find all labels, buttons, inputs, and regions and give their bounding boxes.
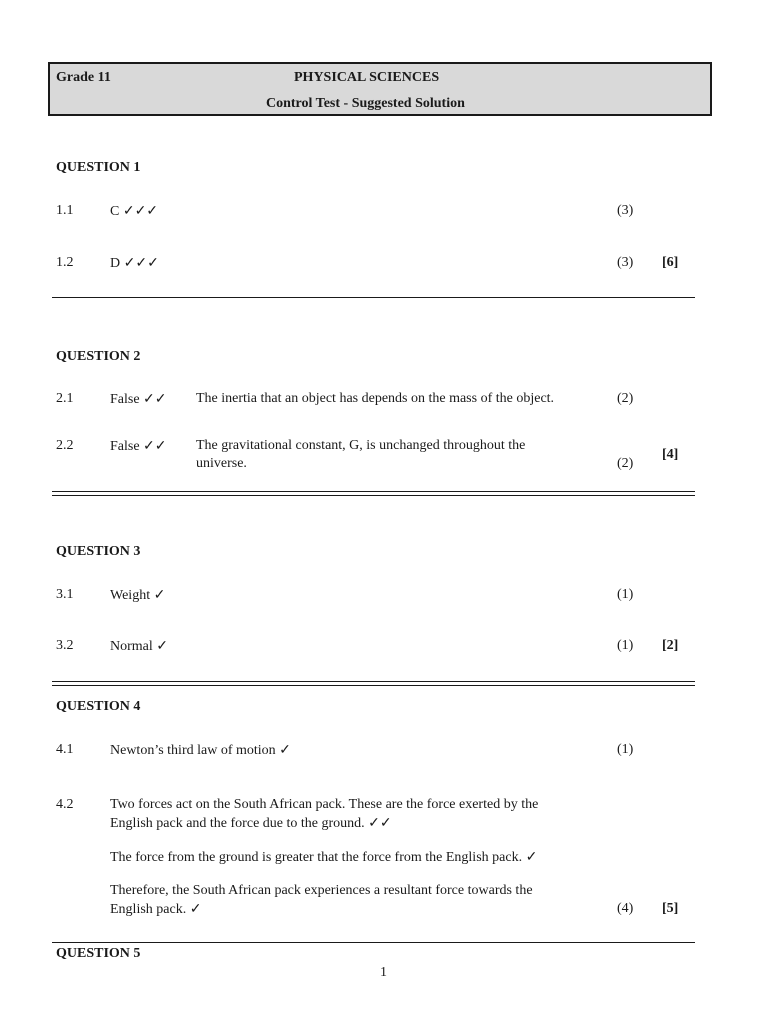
q2-1-marks: (2)	[617, 391, 634, 406]
question-4-title: QUESTION 4	[56, 699, 141, 714]
q4-2-para2: The force from the ground is greater that the force from the English pack. ✓	[110, 850, 538, 865]
q3-2-answer: Normal ✓	[110, 639, 168, 654]
section-divider	[52, 942, 695, 943]
q3-total: [2]	[662, 638, 679, 653]
q3-2-number: 3.2	[56, 638, 74, 653]
q2-2-marks: (2)	[617, 456, 634, 471]
q1-2-marks: (3)	[617, 255, 634, 270]
q2-1-answer: False ✓✓	[110, 392, 167, 407]
q2-total: [4]	[662, 447, 679, 462]
q4-2-marks: (4)	[617, 901, 634, 916]
section-divider	[52, 297, 695, 298]
q1-total: [6]	[662, 255, 679, 270]
q2-2-answer: False ✓✓	[110, 439, 167, 454]
q4-total: [5]	[662, 901, 679, 916]
question-5-title: QUESTION 5	[56, 946, 141, 961]
grade-label: Grade 11	[56, 70, 111, 85]
page-number: 1	[380, 965, 387, 980]
q4-2-para1-line2: English pack and the force due to the ground. ✓✓	[110, 816, 392, 831]
q4-1-answer: Newton’s third law of motion ✓	[110, 743, 291, 758]
q3-2-marks: (1)	[617, 638, 634, 653]
q2-2-text-line1: The gravitational constant, G, is unchanged throughout the	[196, 438, 526, 453]
question-2-title: QUESTION 2	[56, 349, 141, 364]
section-divider	[52, 491, 695, 496]
q1-1-marks: (3)	[617, 203, 634, 218]
question-3-title: QUESTION 3	[56, 544, 141, 559]
q4-2-number: 4.2	[56, 797, 74, 812]
q4-1-number: 4.1	[56, 742, 74, 757]
q2-1-text: The inertia that an object has depends on the mass of the object.	[196, 391, 555, 406]
q3-1-marks: (1)	[617, 587, 634, 602]
q4-2-para3-line2: English pack. ✓	[110, 902, 202, 917]
q3-1-answer: Weight ✓	[110, 588, 166, 603]
q1-1-answer: C ✓✓✓	[110, 204, 159, 219]
document-subtitle: Control Test - Suggested Solution	[266, 96, 465, 111]
q1-2-answer: D ✓✓✓	[110, 256, 159, 271]
q2-2-number: 2.2	[56, 438, 74, 453]
section-divider	[52, 681, 695, 686]
q4-2-para1-line1: Two forces act on the South African pack. These are the force exerted by the	[110, 797, 539, 812]
q2-2-text-line2: universe.	[196, 456, 247, 471]
q1-1-number: 1.1	[56, 203, 74, 218]
subject-title: PHYSICAL SCIENCES	[294, 70, 440, 85]
q1-2-number: 1.2	[56, 255, 74, 270]
q4-1-marks: (1)	[617, 742, 634, 757]
question-1-title: QUESTION 1	[56, 160, 141, 175]
q3-1-number: 3.1	[56, 587, 74, 602]
q2-1-number: 2.1	[56, 391, 74, 406]
q4-2-para3-line1: Therefore, the South African pack experiences a resultant force towards the	[110, 883, 533, 898]
